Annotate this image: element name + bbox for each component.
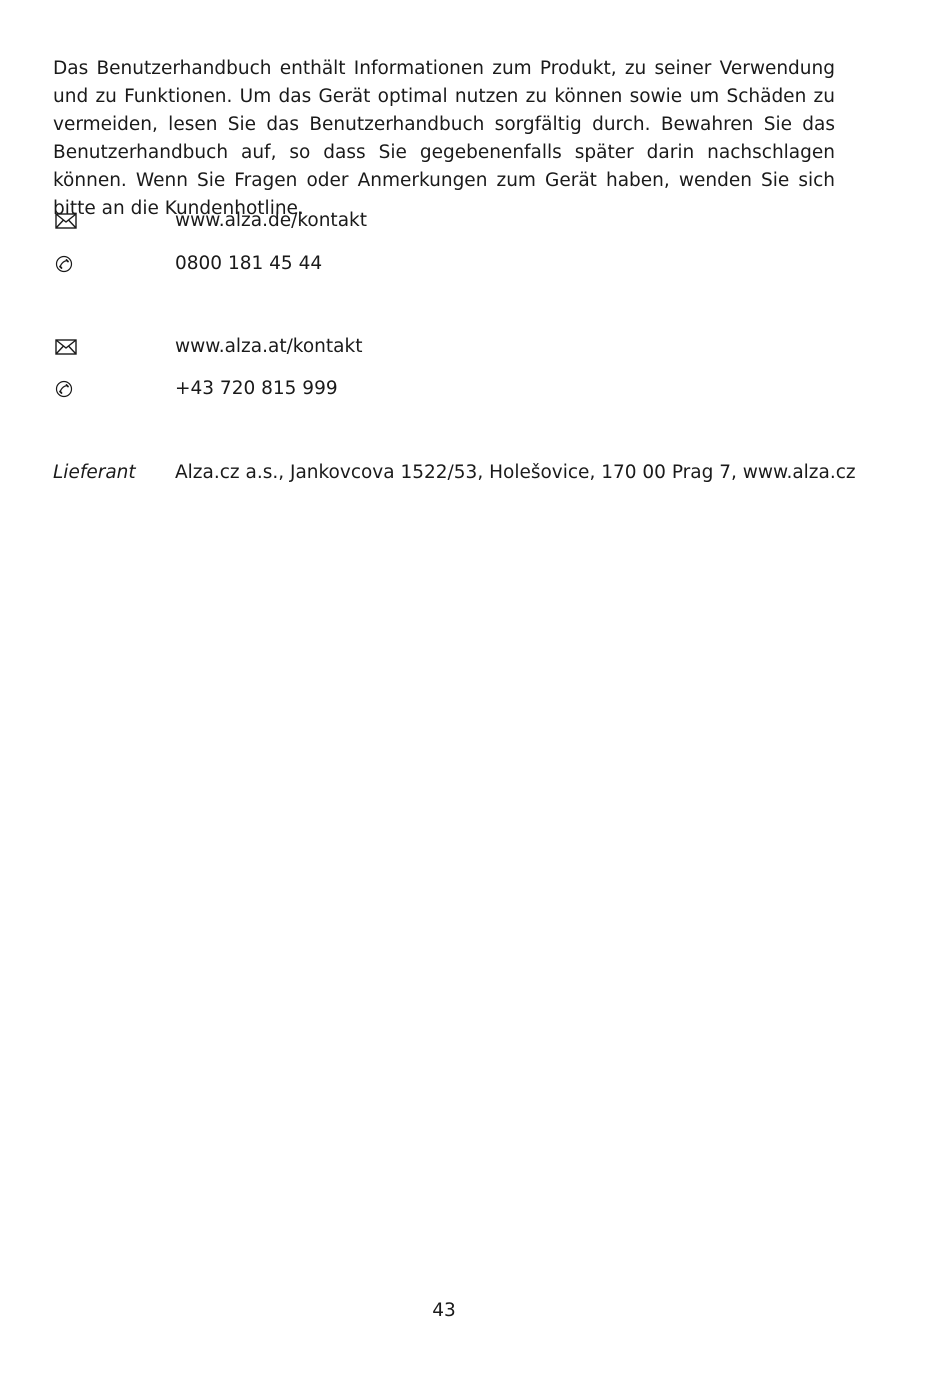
contact-row-at-phone [53,375,893,403]
page-number: 43 [432,1300,456,1321]
contact-row-de-phone [53,250,893,278]
contact-phone-at: +43 720 815 999 [175,378,338,399]
supplier-row [53,459,893,487]
contact-phone-de: 0800 181 45 44 [175,253,323,274]
supplier-address: Alza.cz a.s., Jankovcova 1522/53, Holešovice, 170 00 Prag 7, www.alza.cz [175,462,856,483]
envelope-icon [53,207,83,235]
contact-link-at[interactable]: www.alza.at/kontakt [175,336,363,357]
supplier-label: Lieferant [53,462,136,483]
envelope-icon [53,333,83,361]
contact-row-de-web [53,207,893,235]
phone-icon [53,375,83,403]
phone-icon [53,250,83,278]
contact-link-de[interactable]: www.alza.de/kontakt [175,210,367,231]
intro-paragraph: Das Benutzerhandbuch enthält Informationen zum Produkt, zu seiner Verwendung und zu Funktionen. Um das Gerät optimal nutzen zu können sowie um Schäden zu vermeiden, lesen Sie das Benutzerhandbuch sorgfältig durch. Bewahren Sie das Benutzerhandbuch auf, so dass Sie gegebenenfalls später darin nachschlagen können. Wenn Sie Fragen oder Anmerkungen zum Gerät haben, wenden Sie sich bitte an die Kundenhotline. [53,58,835,219]
contact-row-at-web [53,333,893,361]
